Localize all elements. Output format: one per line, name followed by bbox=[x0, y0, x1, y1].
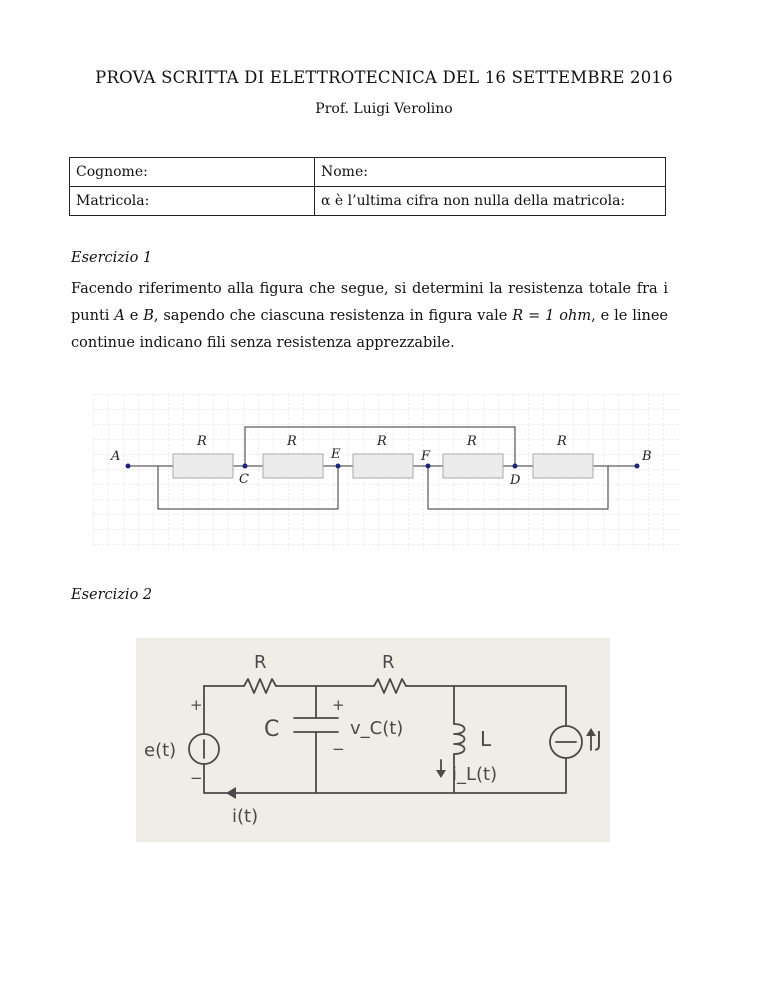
text-part: Facendo riferimento alla figura che segue, si determini la resistenza totale fra i punti bbox=[71, 281, 668, 324]
resistor-4 bbox=[443, 454, 503, 478]
label-capacitor: C bbox=[264, 717, 280, 742]
exercise1-title: Esercizio 1 bbox=[71, 250, 153, 266]
label-r-right: R bbox=[382, 652, 395, 673]
label-a: A bbox=[111, 449, 121, 464]
resistor-network-figure bbox=[93, 394, 678, 550]
page-title: PROVA SCRITTA DI ELETTROTECNICA DEL 16 SETTEMBRE 2016 bbox=[95, 68, 673, 87]
cognome-field[interactable]: Cognome: bbox=[70, 158, 315, 187]
node-b bbox=[635, 464, 640, 469]
alpha-field[interactable]: α è l’ultima cifra non nulla della matricola: bbox=[315, 187, 666, 216]
label-b: B bbox=[642, 449, 652, 464]
label-r3: R bbox=[377, 434, 387, 449]
label-minus-source: − bbox=[190, 769, 203, 787]
nome-field[interactable]: Nome: bbox=[315, 158, 666, 187]
label-inductor: L bbox=[480, 727, 492, 751]
resistance-value: R = 1 ohm bbox=[512, 308, 592, 324]
text-part: , e le linee continue indicano fili senza resistenza apprezzabile. bbox=[71, 308, 668, 351]
label-r1: R bbox=[197, 434, 207, 449]
exercise1-text bbox=[71, 276, 668, 357]
label-plus-source: + bbox=[190, 696, 203, 714]
label-c: C bbox=[239, 472, 249, 487]
label-minus-cap: − bbox=[332, 740, 345, 758]
label-r2: R bbox=[287, 434, 297, 449]
matricola-field[interactable]: Matricola: bbox=[70, 187, 315, 216]
exercise2-title: Esercizio 2 bbox=[71, 587, 153, 603]
resistor-3 bbox=[353, 454, 413, 478]
label-e: E bbox=[331, 447, 341, 462]
label-d: D bbox=[510, 473, 521, 488]
label-f: F bbox=[421, 449, 431, 464]
text-part: , sapendo che ciascuna resistenza in figura vale bbox=[153, 308, 513, 324]
node-f bbox=[426, 464, 431, 469]
label-plus-cap: + bbox=[332, 696, 345, 714]
text-part: e bbox=[124, 308, 144, 324]
author: Prof. Luigi Verolino bbox=[315, 101, 453, 117]
resistor-2 bbox=[263, 454, 323, 478]
student-info-table bbox=[69, 157, 666, 216]
label-vc: v_C(t) bbox=[350, 718, 404, 739]
label-r4: R bbox=[467, 434, 477, 449]
node-a bbox=[126, 464, 131, 469]
label-i: i(t) bbox=[232, 806, 259, 827]
label-r5: R bbox=[557, 434, 567, 449]
label-j: J bbox=[596, 727, 602, 751]
point-a: A bbox=[114, 308, 125, 324]
hand-drawn-circuit-figure bbox=[136, 638, 610, 842]
paper-background bbox=[136, 638, 610, 842]
node-c bbox=[243, 464, 248, 469]
resistor-5 bbox=[533, 454, 593, 478]
label-r-left: R bbox=[254, 652, 267, 673]
point-b: B bbox=[143, 308, 154, 324]
resistor-1 bbox=[173, 454, 233, 478]
node-e bbox=[336, 464, 341, 469]
node-d bbox=[513, 464, 518, 469]
label-source: e(t) bbox=[144, 740, 177, 761]
label-il: i_L(t) bbox=[452, 764, 498, 785]
